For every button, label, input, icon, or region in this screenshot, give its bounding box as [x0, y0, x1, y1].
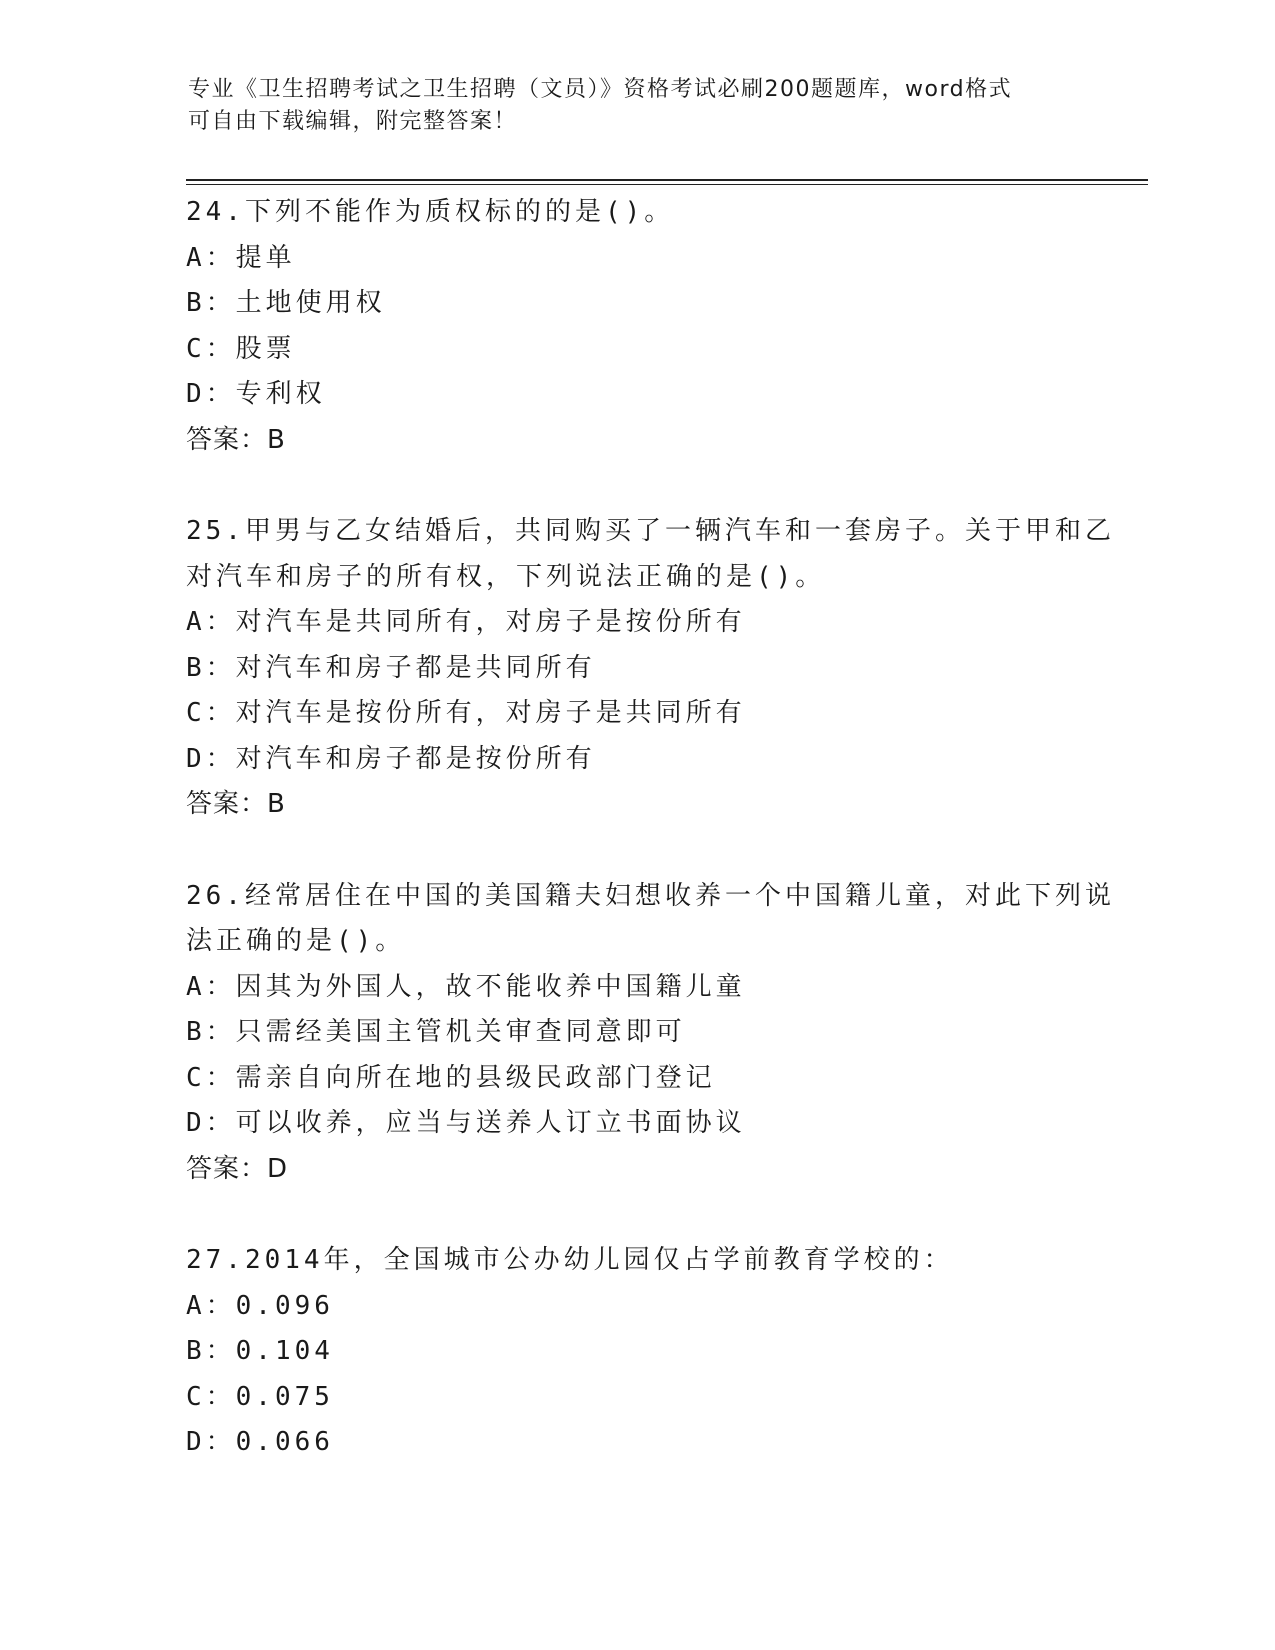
option-a: A：0.096 [186, 1290, 334, 1321]
option-c: C：0.075 [186, 1381, 334, 1412]
header-line-2: 可自由下载编辑，附完整答案！ [188, 109, 518, 134]
question-stem-continued: 对汽车和房子的所有权，下列说法正确的是()。 [186, 561, 826, 592]
header-divider-thin [186, 184, 1148, 185]
question-stem: 25.甲男与乙女结婚后，共同购买了一辆汽车和一套房子。关于甲和乙 [186, 516, 1115, 546]
option-b: B：0.104 [186, 1336, 334, 1366]
document-header [188, 74, 1068, 138]
option-d: D：可以收养，应当与送养人订立书面协议 [186, 1108, 746, 1138]
question-stem: 26.经常居住在中国的美国籍夫妇想收养一个中国籍儿童，对此下列说 [186, 880, 1115, 911]
option-b: B：土地使用权 [186, 288, 386, 318]
option-b: B：对汽车和房子都是共同所有 [186, 652, 596, 683]
question-stem-continued: 法正确的是()。 [186, 926, 406, 956]
option-d: D：0.066 [186, 1427, 334, 1457]
option-a: A：因其为外国人，故不能收养中国籍儿童 [186, 971, 746, 1002]
question-26 [186, 874, 1186, 1193]
option-c: C：对汽车是按份所有，对房子是共同所有 [186, 698, 746, 728]
answer-text: 答案：B [186, 424, 286, 455]
option-c: C：股票 [186, 333, 296, 364]
option-d: D：对汽车和房子都是按份所有 [186, 743, 596, 774]
question-list [186, 190, 1186, 1512]
header-line-1: 专业《卫生招聘考试之卫生招聘（文员）》资格考试必刷200题题库，word格式 [188, 77, 1013, 102]
answer-text: 答案：B [186, 789, 286, 819]
question-24 [186, 190, 1186, 463]
option-c: C：需亲自向所在地的县级民政部门登记 [186, 1062, 716, 1093]
option-b: B：只需经美国主管机关审查同意即可 [186, 1017, 686, 1047]
header-divider-thick [186, 179, 1148, 181]
option-a: A：提单 [186, 242, 296, 273]
question-stem: 27.2014年，全国城市公办幼儿园仅占学前教育学校的： [186, 1245, 954, 1275]
question-25 [186, 509, 1186, 828]
question-stem: 24.下列不能作为质权标的的是()。 [186, 197, 675, 227]
answer-text: 答案：D [186, 1153, 289, 1184]
option-a: A：对汽车是共同所有，对房子是按份所有 [186, 607, 746, 637]
option-d: D：专利权 [186, 379, 326, 409]
question-27 [186, 1238, 1186, 1466]
